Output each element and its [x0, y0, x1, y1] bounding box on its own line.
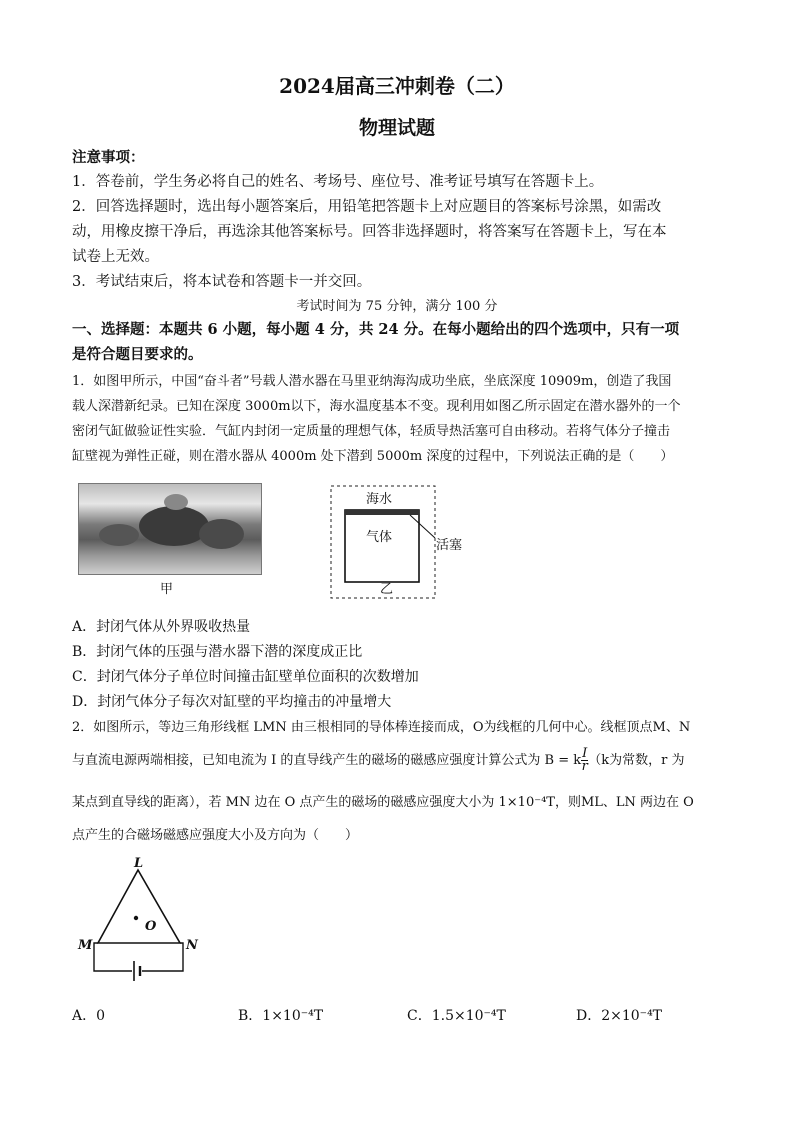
vertex-label-l: L — [134, 856, 144, 871]
q2-line-1: 2．如图所示，等边三角形线框 LMN 由三根相同的导体棒连接而成，O为线框的几何中心。线框顶点M、N — [72, 720, 691, 735]
q1-option-b[interactable]: B．封闭气体的压强与潜水器下潜的深度成正比 — [72, 644, 363, 660]
formula-fraction — [581, 748, 588, 773]
notice-item-1: 1．答卷前，学生务必将自己的姓名、考场号、座位号、准考证号填写在答题卡上。 — [72, 174, 604, 190]
vertex-label-n: N — [186, 938, 198, 953]
submersible-photo — [78, 483, 262, 575]
notice-item-3: 3．考试结束后，将本试卷和答题卡一并交回。 — [72, 274, 372, 290]
q2-option-c[interactable]: C．1.5×10⁻⁴T — [407, 1008, 506, 1024]
notice-heading: 注意事项： — [72, 149, 145, 166]
q1-line-1: 1．如图甲所示，中国“奋斗者”号载人潜水器在马里亚纳海沟成功坐底，坐底深度 10909m，创造了我国 — [72, 374, 672, 389]
fig-b-caption: 乙 — [380, 582, 394, 597]
section-heading-line-1: 一、选择题：本题共 6 小题，每小题 4 分，共 24 分。在每小题给出的四个选项中，只有一项 — [72, 321, 680, 338]
fraction-denominator: r — [581, 759, 588, 774]
notice-item-2-line-2: 动，用橡皮擦干净后，再选涂其他答案标号。回答非选择题时，将答案写在答题卡上，写在本 — [72, 224, 667, 240]
q2-option-b[interactable]: B．1×10⁻⁴T — [238, 1008, 324, 1024]
notice-item-2-line-3: 试卷上无效。 — [72, 249, 159, 265]
exam-info: 考试时间为 75 分钟，满分 100 分 — [296, 299, 498, 314]
q2-line-3: 某点到直导线的距离），若 MN 边在 O 点产生的磁场的磁感应强度大小为 1×10⁻⁴T，则ML、LN 两边在 O — [72, 795, 694, 810]
q2-line-4: 点产生的合磁场磁感应强度大小及方向为（ ） — [72, 828, 359, 843]
exam-title: 2024届高三冲刺卷（二） — [279, 74, 515, 98]
q1-line-4: 缸壁视为弹性正碰，则在潜水器从 4000m 处下潜到 5000m 深度的过程中，下列说法正确的是（ ） — [72, 449, 674, 464]
center-point — [134, 916, 138, 920]
fig-a-caption: 甲 — [160, 582, 174, 597]
q2-line-2-tail: （k为常数，r 为 — [588, 752, 685, 768]
q2-line-2-text: 与直流电源两端相接，已知电流为 I 的直导线产生的磁场的磁感应强度计算公式为 B = k — [72, 752, 582, 768]
q1-line-3: 密闭气缸做验证性实验．气缸内封闭一定质量的理想气体，轻质导热活塞可自由移动。若将气体分子撞击 — [72, 424, 671, 439]
q2-option-a[interactable]: A．0 — [72, 1008, 106, 1024]
vertex-label-m: M — [78, 938, 93, 953]
fig-b-piston-label: 活塞 — [436, 538, 463, 553]
triangle-frame — [98, 870, 180, 943]
fig-b-water-label: 海水 — [366, 492, 393, 507]
section-heading-line-2: 是符合题目要求的。 — [72, 346, 203, 363]
fraction-numerator: I — [582, 746, 588, 761]
q1-option-d[interactable]: D．封闭气体分子每次对缸壁的平均撞击的冲量增大 — [72, 694, 392, 710]
notice-item-2-line-1: 2．回答选择题时，选出每小题答案后，用铅笔把答题卡上对应题目的答案标号涂黑，如需改 — [72, 199, 662, 215]
q2-option-d[interactable]: D．2×10⁻⁴T — [576, 1008, 663, 1024]
piston — [345, 510, 419, 515]
q1-option-a[interactable]: A．封闭气体从外界吸收热量 — [72, 619, 251, 635]
fig-b-gas-label: 气体 — [366, 530, 393, 545]
exam-subtitle: 物理试题 — [358, 117, 435, 139]
center-label-o: O — [145, 919, 157, 934]
q1-line-2: 载人深潜新纪录。已知在深度 3000m以下，海水温度基本不变。现利用如图乙所示固定在潜水器外的一个 — [72, 399, 681, 414]
q1-option-c[interactable]: C．封闭气体分子单位时间撞击缸壁单位面积的次数增加 — [72, 669, 419, 685]
q2-line-2 — [72, 748, 685, 773]
